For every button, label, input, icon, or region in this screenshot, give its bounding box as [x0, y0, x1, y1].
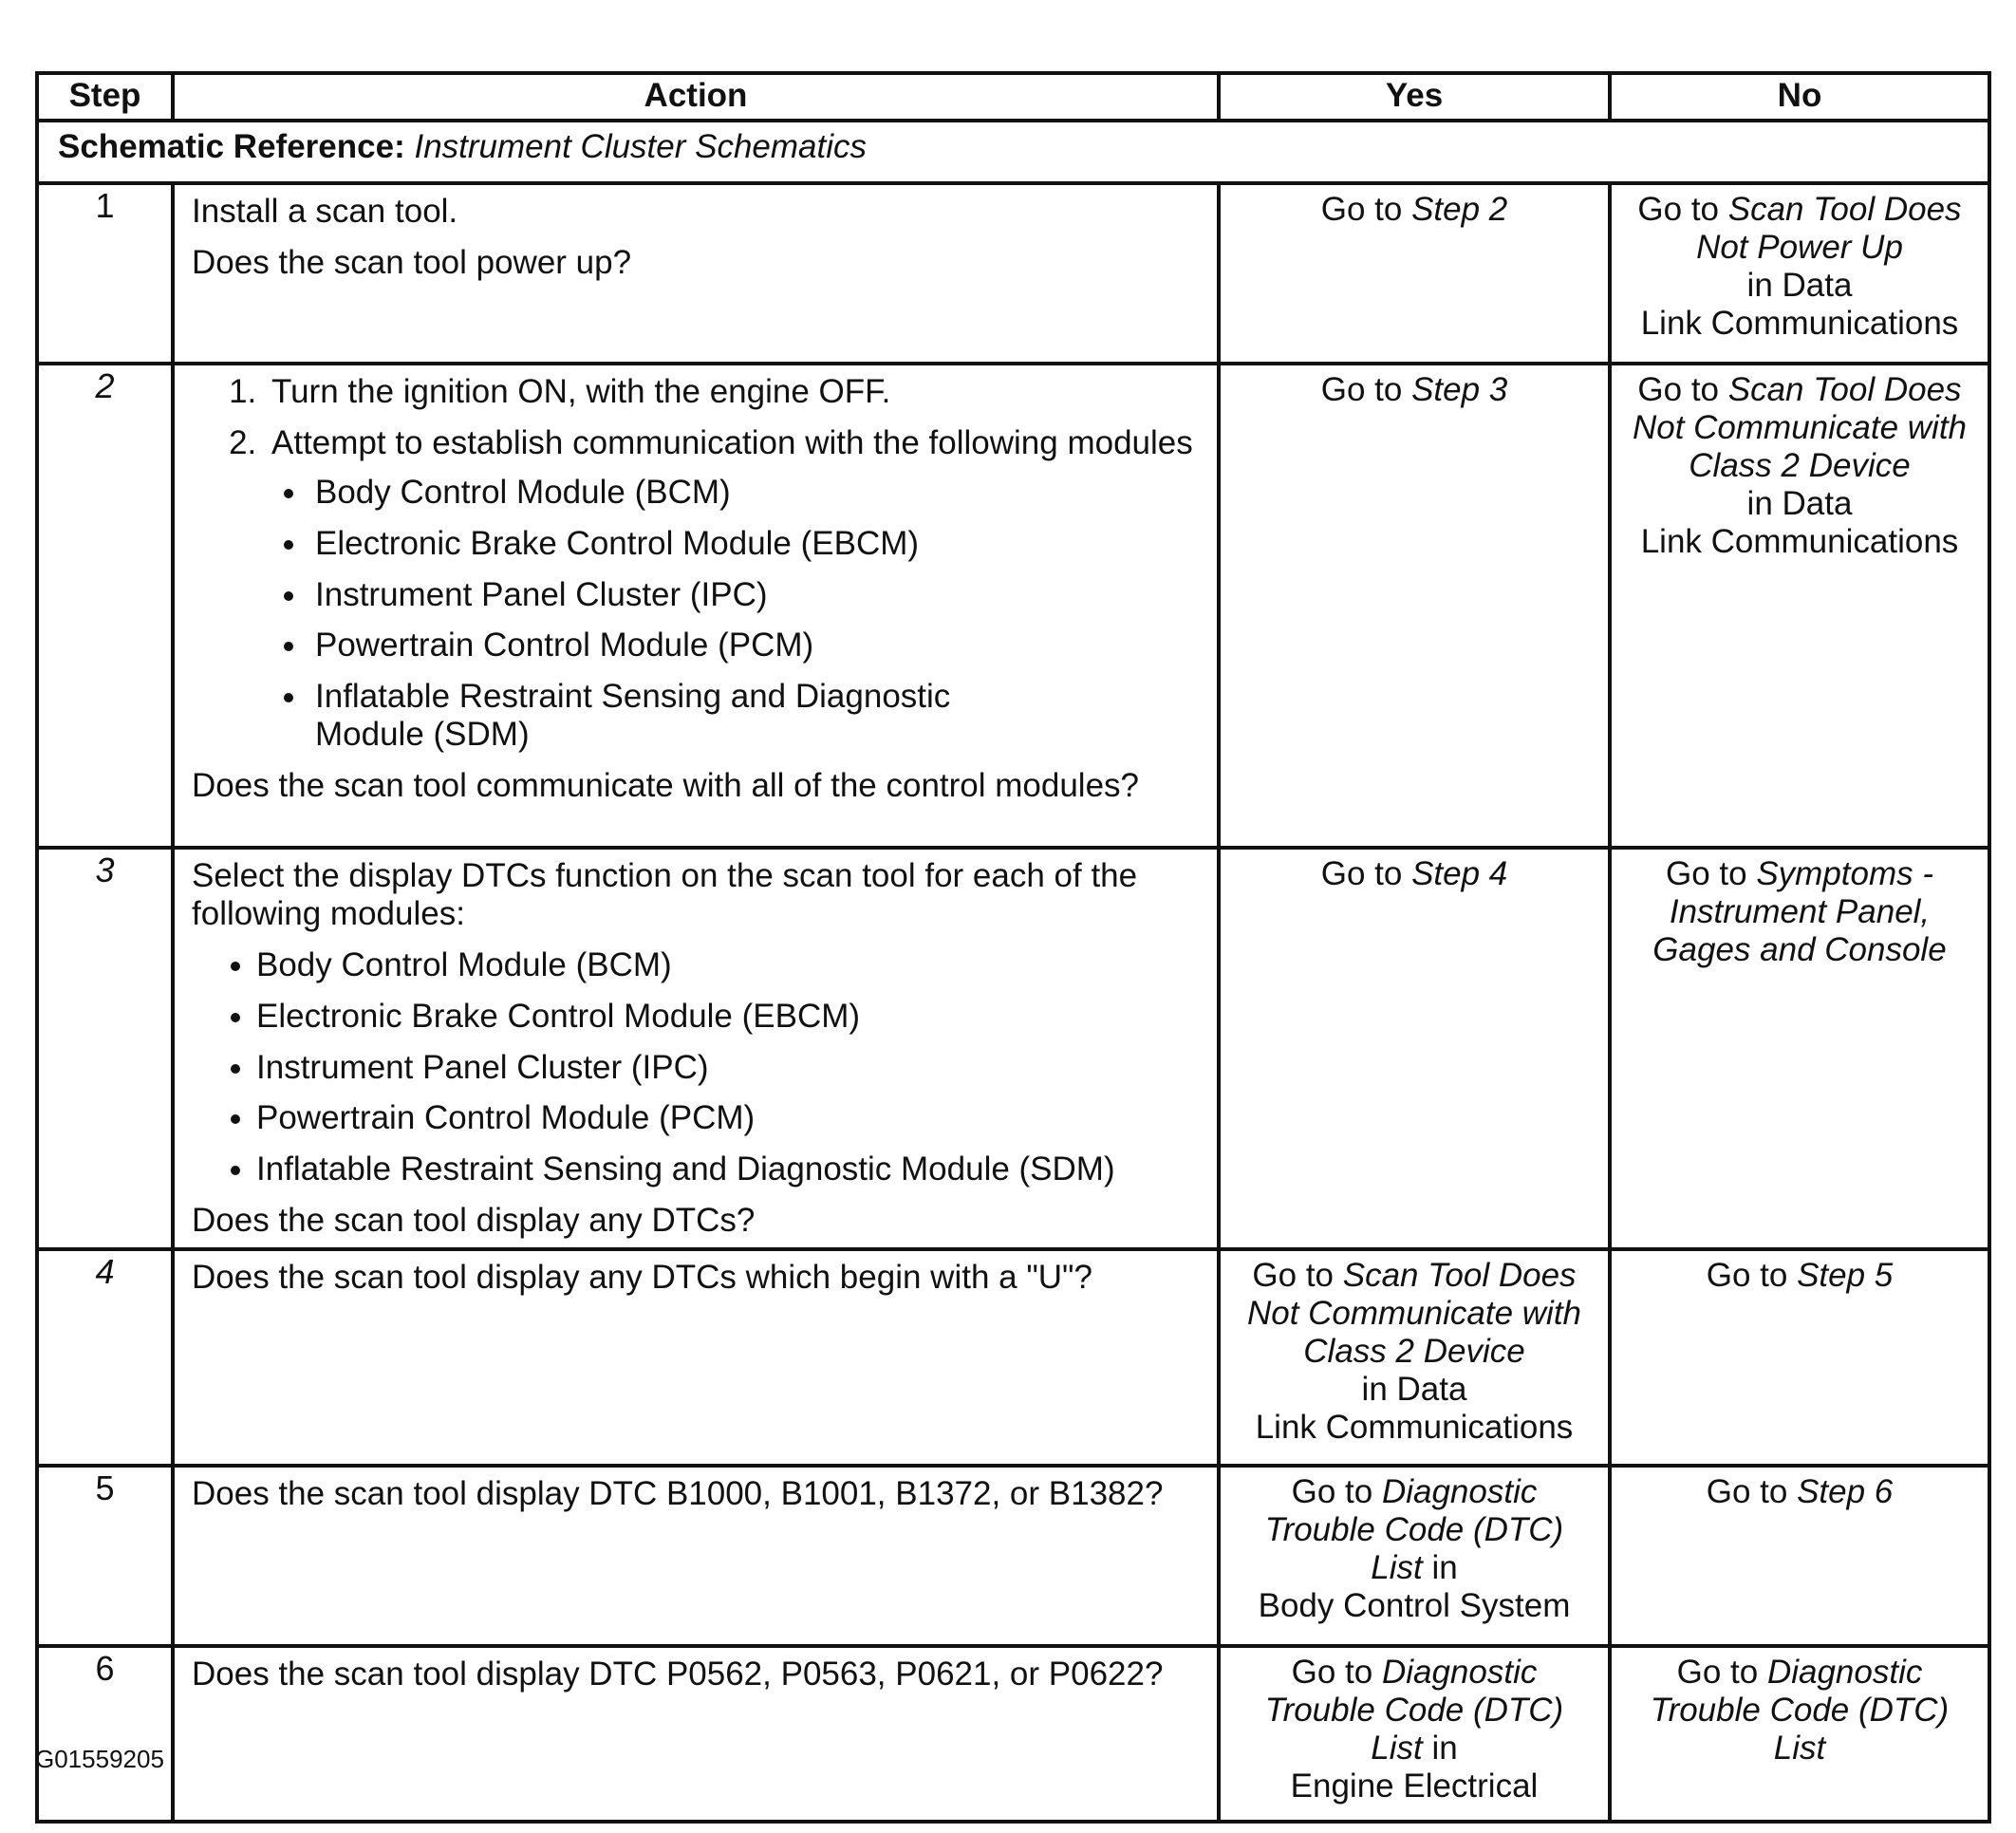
no-link-cont[interactable]: List	[1773, 1729, 1826, 1767]
no-link[interactable]: Step 5	[1797, 1257, 1894, 1295]
table-row-step-1	[37, 183, 1989, 364]
no-link[interactable]: Step 6	[1797, 1473, 1894, 1511]
no-prefix: Go to	[1637, 371, 1728, 408]
step-number: 6	[37, 1646, 173, 1822]
yes-prefix: Go to	[1252, 1257, 1343, 1295]
no-link-cont[interactable]: Gages and Console	[1652, 930, 1947, 968]
header-yes: Yes	[1219, 73, 1610, 121]
list-item: • Body Control Module (BCM)	[256, 946, 1200, 984]
step-number: 3	[37, 848, 173, 1249]
schematic-label: Schematic Reference:	[58, 128, 405, 165]
no-cell	[1610, 1249, 1989, 1466]
yes-prefix: Go to	[1291, 1654, 1382, 1692]
action-text: Select the display DTCs function on the scan tool for each of the following modules:	[192, 857, 1138, 932]
action-question: Does the scan tool communicate with all of the control modules?	[192, 767, 1140, 805]
header-no: No	[1610, 73, 1989, 121]
header-action: Action	[173, 73, 1219, 121]
yes-link[interactable]: Step 4	[1411, 855, 1508, 892]
action-question: Does the scan tool display DTC B1000, B1001, B1372, or B1382?	[192, 1475, 1164, 1513]
list-item: • Instrument Panel Cluster (IPC)	[309, 576, 1200, 614]
no-link-cont[interactable]: Not Communicate with	[1632, 408, 1968, 446]
table-row-step-4	[37, 1249, 1989, 1466]
no-cell	[1610, 364, 1989, 848]
action-text: Install a scan tool.	[192, 193, 458, 230]
no-prefix: Go to	[1665, 855, 1757, 892]
table-row-step-2	[37, 364, 1989, 848]
no-section: Link Communications	[1640, 522, 1959, 560]
no-link-cont[interactable]: Not Power Up	[1696, 228, 1903, 266]
list-item	[266, 424, 1200, 754]
yes-cell	[1219, 1466, 1610, 1646]
no-link-cont[interactable]: Trouble Code (DTC)	[1650, 1692, 1950, 1730]
yes-prefix: Go to	[1320, 855, 1412, 892]
list-item: • Powertrain Control Module (PCM)	[309, 627, 1200, 664]
action-question: Does the scan tool display DTC P0562, P0563, P0621, or P0622?	[192, 1655, 1164, 1693]
action-cell	[173, 364, 1219, 848]
table-row-step-5	[37, 1466, 1989, 1646]
no-link[interactable]: Scan Tool Does	[1727, 371, 1962, 408]
no-link[interactable]: Symptoms -	[1756, 855, 1934, 892]
step-number: 5	[37, 1466, 173, 1646]
yes-in: in	[1422, 1729, 1458, 1767]
step-number: 2	[37, 364, 173, 848]
module-list	[192, 946, 1200, 1188]
no-prefix: Go to	[1706, 1257, 1798, 1295]
list-item: • Inflatable Restraint Sensing and Diagnostic Module (SDM)	[256, 1150, 1200, 1188]
header-step: Step	[37, 73, 173, 121]
yes-link[interactable]: Scan Tool Does	[1342, 1257, 1577, 1295]
yes-link[interactable]: Diagnostic	[1381, 1473, 1538, 1511]
yes-link-cont[interactable]: Not Communicate with	[1246, 1295, 1582, 1333]
yes-link-cont[interactable]: Trouble Code (DTC)	[1264, 1511, 1564, 1549]
action-cell	[173, 1466, 1219, 1646]
list-item: • Body Control Module (BCM)	[309, 474, 1200, 512]
action-cell	[173, 848, 1219, 1249]
no-cell	[1610, 183, 1989, 364]
list-item: • Powertrain Control Module (PCM)	[256, 1099, 1200, 1137]
list-item: • Electronic Brake Control Module (EBCM)	[309, 525, 1200, 563]
header-row	[37, 73, 1989, 121]
action-question: Does the scan tool display any DTCs which begin with a "U"?	[192, 1259, 1092, 1297]
schematic-reference	[37, 121, 1989, 183]
numbered-steps	[192, 373, 1200, 754]
table-row-step-6	[37, 1646, 1989, 1822]
no-prefix: Go to	[1637, 191, 1728, 228]
yes-cell	[1219, 364, 1610, 848]
module-list	[271, 474, 1200, 754]
yes-prefix: Go to	[1291, 1473, 1382, 1511]
step-number: 1	[37, 183, 173, 364]
table-row-step-3	[37, 848, 1989, 1249]
no-cell	[1610, 1466, 1989, 1646]
action-question: Does the scan tool power up?	[192, 243, 632, 281]
yes-cell	[1219, 848, 1610, 1249]
no-link-cont[interactable]: Class 2 Device	[1689, 446, 1911, 484]
no-in: in Data	[1746, 484, 1853, 522]
yes-in: in Data	[1361, 1370, 1467, 1408]
yes-cell	[1219, 1646, 1610, 1822]
list-item: • Inflatable Restraint Sensing and Diagnostic Module (SDM)	[309, 678, 1200, 754]
yes-link-cont[interactable]: Class 2 Device	[1303, 1332, 1525, 1370]
no-cell	[1610, 1646, 1989, 1822]
yes-link[interactable]: Step 3	[1411, 371, 1508, 408]
yes-link-cont[interactable]: List	[1371, 1548, 1423, 1586]
yes-section: Link Communications	[1255, 1408, 1574, 1446]
yes-in: in	[1422, 1548, 1458, 1586]
yes-prefix: Go to	[1320, 371, 1412, 408]
yes-cell	[1219, 1249, 1610, 1466]
list-item-text: Attempt to establish communication with the following modules	[271, 423, 1193, 461]
step-number: 4	[37, 1249, 173, 1466]
schematic-reference-row	[37, 121, 1989, 183]
action-cell	[173, 1249, 1219, 1466]
list-item: 1. Turn the ignition ON, with the engine OFF.	[266, 373, 1200, 411]
no-prefix: Go to	[1676, 1654, 1767, 1692]
action-question: Does the scan tool display any DTCs?	[192, 1202, 756, 1240]
diagnostic-table	[35, 71, 1991, 1824]
no-link[interactable]: Diagnostic	[1766, 1654, 1923, 1692]
yes-prefix: Go to	[1320, 191, 1412, 228]
yes-link-cont[interactable]: Trouble Code (DTC)	[1264, 1692, 1564, 1730]
no-section: Link Communications	[1640, 304, 1959, 342]
schematic-link[interactable]: Instrument Cluster Schematics	[414, 128, 868, 165]
yes-link[interactable]: Step 2	[1411, 191, 1508, 228]
no-link-cont[interactable]: Instrument Panel,	[1669, 892, 1931, 930]
no-cell	[1610, 848, 1989, 1249]
yes-cell	[1219, 183, 1610, 364]
yes-link[interactable]: Diagnostic	[1381, 1654, 1538, 1692]
no-prefix: Go to	[1706, 1473, 1798, 1511]
list-item: • Instrument Panel Cluster (IPC)	[256, 1049, 1200, 1087]
list-item: • Electronic Brake Control Module (EBCM)	[256, 998, 1200, 1036]
action-cell	[173, 1646, 1219, 1822]
no-in: in Data	[1746, 266, 1853, 304]
yes-section: Body Control System	[1258, 1586, 1571, 1624]
action-cell	[173, 183, 1219, 364]
figure-id: G01559205	[35, 1745, 164, 1773]
no-link[interactable]: Scan Tool Does	[1727, 191, 1962, 228]
yes-link-cont[interactable]: List	[1371, 1729, 1423, 1767]
yes-section: Engine Electrical	[1290, 1767, 1539, 1805]
